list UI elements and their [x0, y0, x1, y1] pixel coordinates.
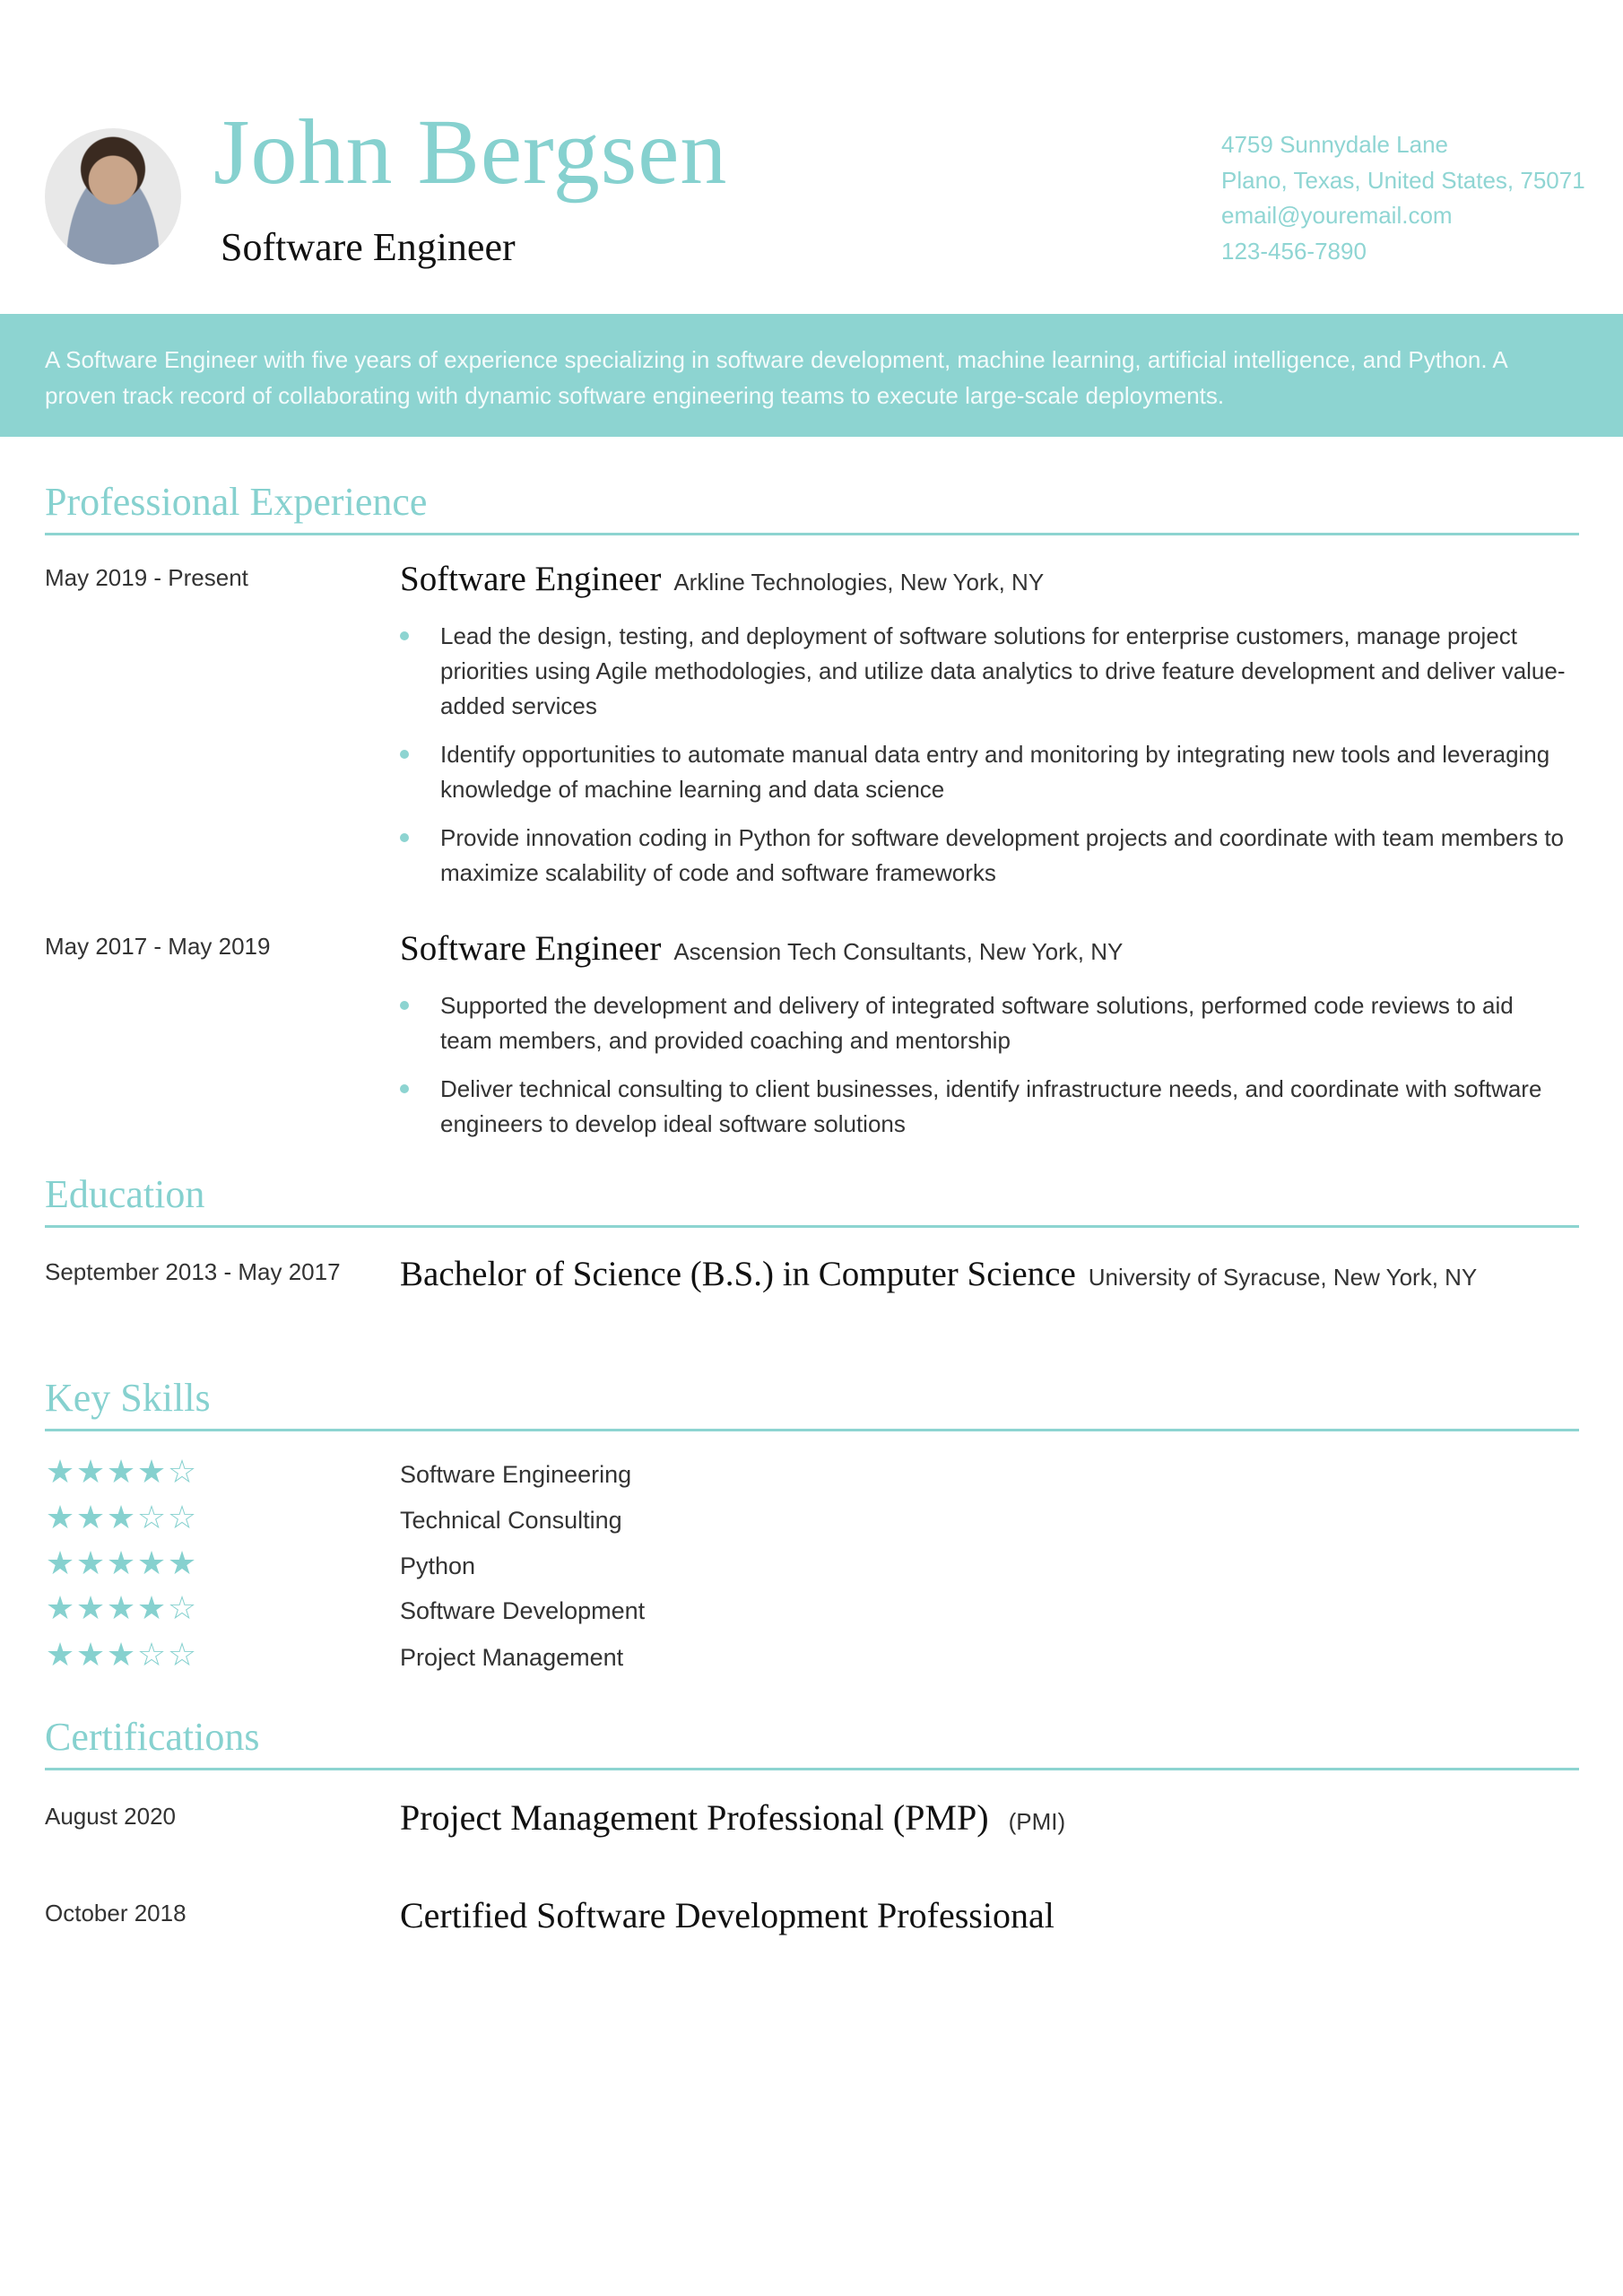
cert-1-date: August 2020 [45, 1803, 177, 1830]
candidate-name: John Bergsen [213, 100, 728, 204]
skill-rating-stars [45, 1636, 197, 1673]
job-1-company: Arkline Technologies, New York, NY [673, 569, 1045, 596]
star-filled-icon: ★ [45, 1453, 75, 1490]
cert-1-issuer: (PMI) [1008, 1808, 1066, 1835]
star-filled-icon: ★ [136, 1544, 167, 1581]
skill-row [45, 1501, 852, 1542]
skill-row [45, 1589, 852, 1632]
job-2-bullets [400, 988, 1566, 1155]
certifications-section-title: Certifications [45, 1718, 1579, 1770]
skill-name: Software Development [400, 1597, 646, 1624]
cert-1-name: Project Management Professional (PMP) [400, 1797, 989, 1838]
star-empty-icon: ☆ [136, 1636, 167, 1673]
star-empty-icon: ☆ [167, 1453, 197, 1490]
job-2-company: Ascension Tech Consultants, New York, NY [673, 938, 1124, 965]
skills-section-title: Key Skills [45, 1378, 1579, 1431]
skill-rating-stars [45, 1501, 197, 1534]
list-item: Deliver technical consulting to client businesses, identify infrastructure needs, and coordinate with software engineers to develop ideal software solutions [400, 1072, 1566, 1142]
bullet-dot-icon [400, 750, 409, 759]
job-1-header [400, 559, 1044, 599]
job-1-date: May 2019 - Present [45, 564, 248, 591]
star-filled-icon: ★ [167, 1544, 197, 1581]
star-filled-icon: ★ [106, 1544, 136, 1581]
skill-row [45, 1453, 852, 1496]
star-filled-icon: ★ [106, 1589, 136, 1626]
skill-name: Software Engineering [400, 1461, 632, 1488]
skill-row [45, 1636, 852, 1679]
star-empty-icon: ☆ [167, 1589, 197, 1626]
star-filled-icon: ★ [136, 1589, 167, 1626]
address-line-1: 4759 Sunnydale Lane [1221, 131, 1449, 158]
list-item: Supported the development and delivery of integrated software solutions, performed code reviews to aid team members, and provided coaching and mentorship [400, 988, 1566, 1058]
skill-row [45, 1544, 852, 1587]
degree-title: Bachelor of Science (B.S.) in Computer Science [400, 1255, 1076, 1293]
star-filled-icon: ★ [106, 1453, 136, 1490]
star-filled-icon: ★ [45, 1636, 75, 1673]
education-date: September 2013 - May 2017 [45, 1258, 341, 1285]
skill-rating-stars [45, 1453, 197, 1490]
job-1-title: Software Engineer [400, 560, 662, 598]
cert-2-name: Certified Software Development Professional [400, 1895, 1055, 1935]
list-item: Identify opportunities to automate manual data entry and monitoring by integrating new tools and leveraging knowledge of machine learning and data science [400, 737, 1566, 807]
resume-header [0, 0, 1623, 314]
skill-name: Python [400, 1552, 476, 1579]
cert-2-header [400, 1894, 1055, 1936]
skill-name: Technical Consulting [400, 1507, 622, 1534]
email-address[interactable]: email@youremail.com [1221, 202, 1453, 229]
star-filled-icon: ★ [136, 1453, 167, 1490]
skill-name: Project Management [400, 1644, 624, 1671]
bullet-dot-icon [400, 1001, 409, 1010]
job-2-header [400, 928, 1123, 969]
education-header [400, 1254, 1477, 1294]
cert-2-date: October 2018 [45, 1900, 187, 1926]
candidate-job-title: Software Engineer [221, 225, 516, 269]
star-filled-icon: ★ [75, 1589, 106, 1626]
star-empty-icon: ☆ [167, 1499, 197, 1535]
star-filled-icon: ★ [75, 1636, 106, 1673]
star-filled-icon: ★ [45, 1589, 75, 1626]
phone-number[interactable]: 123-456-7890 [1221, 237, 1367, 265]
job-2-title: Software Engineer [400, 929, 662, 968]
star-filled-icon: ★ [45, 1544, 75, 1581]
cert-1-header [400, 1796, 1065, 1839]
star-filled-icon: ★ [106, 1499, 136, 1535]
job-1-bullets [400, 619, 1566, 904]
star-filled-icon: ★ [75, 1453, 106, 1490]
school-name: University of Syracuse, New York, NY [1088, 1264, 1478, 1291]
star-empty-icon: ☆ [167, 1636, 197, 1673]
bullet-dot-icon [400, 1084, 409, 1093]
bullet-dot-icon [400, 631, 409, 640]
address-line-2: Plano, Texas, United States, 75071 [1221, 166, 1585, 194]
skill-rating-stars [45, 1544, 197, 1581]
star-filled-icon: ★ [106, 1636, 136, 1673]
bullet-dot-icon [400, 833, 409, 842]
list-item: Lead the design, testing, and deployment of software solutions for enterprise customers, manage project priorities using Agile methodologies, and utilize data analytics to drive feature development and deliver value-added services [400, 619, 1566, 724]
education-section-title: Education [45, 1175, 1579, 1228]
summary-banner: A Software Engineer with five years of experience specializing in software development, machine learning, artificial intelligence, and Python. A proven track record of collaborating with dynamic software engineering teams to execute large-scale deployments. [0, 314, 1623, 437]
job-2-date: May 2017 - May 2019 [45, 933, 271, 960]
contact-info [1221, 127, 1585, 269]
star-empty-icon: ☆ [136, 1499, 167, 1535]
experience-section-title: Professional Experience [45, 483, 1579, 535]
star-filled-icon: ★ [75, 1544, 106, 1581]
profile-photo [45, 128, 181, 265]
star-filled-icon: ★ [45, 1499, 75, 1535]
list-item: Provide innovation coding in Python for software development projects and coordinate with team members to maximize scalability of code and software frameworks [400, 821, 1566, 891]
skill-rating-stars [45, 1589, 197, 1626]
star-filled-icon: ★ [75, 1499, 106, 1535]
